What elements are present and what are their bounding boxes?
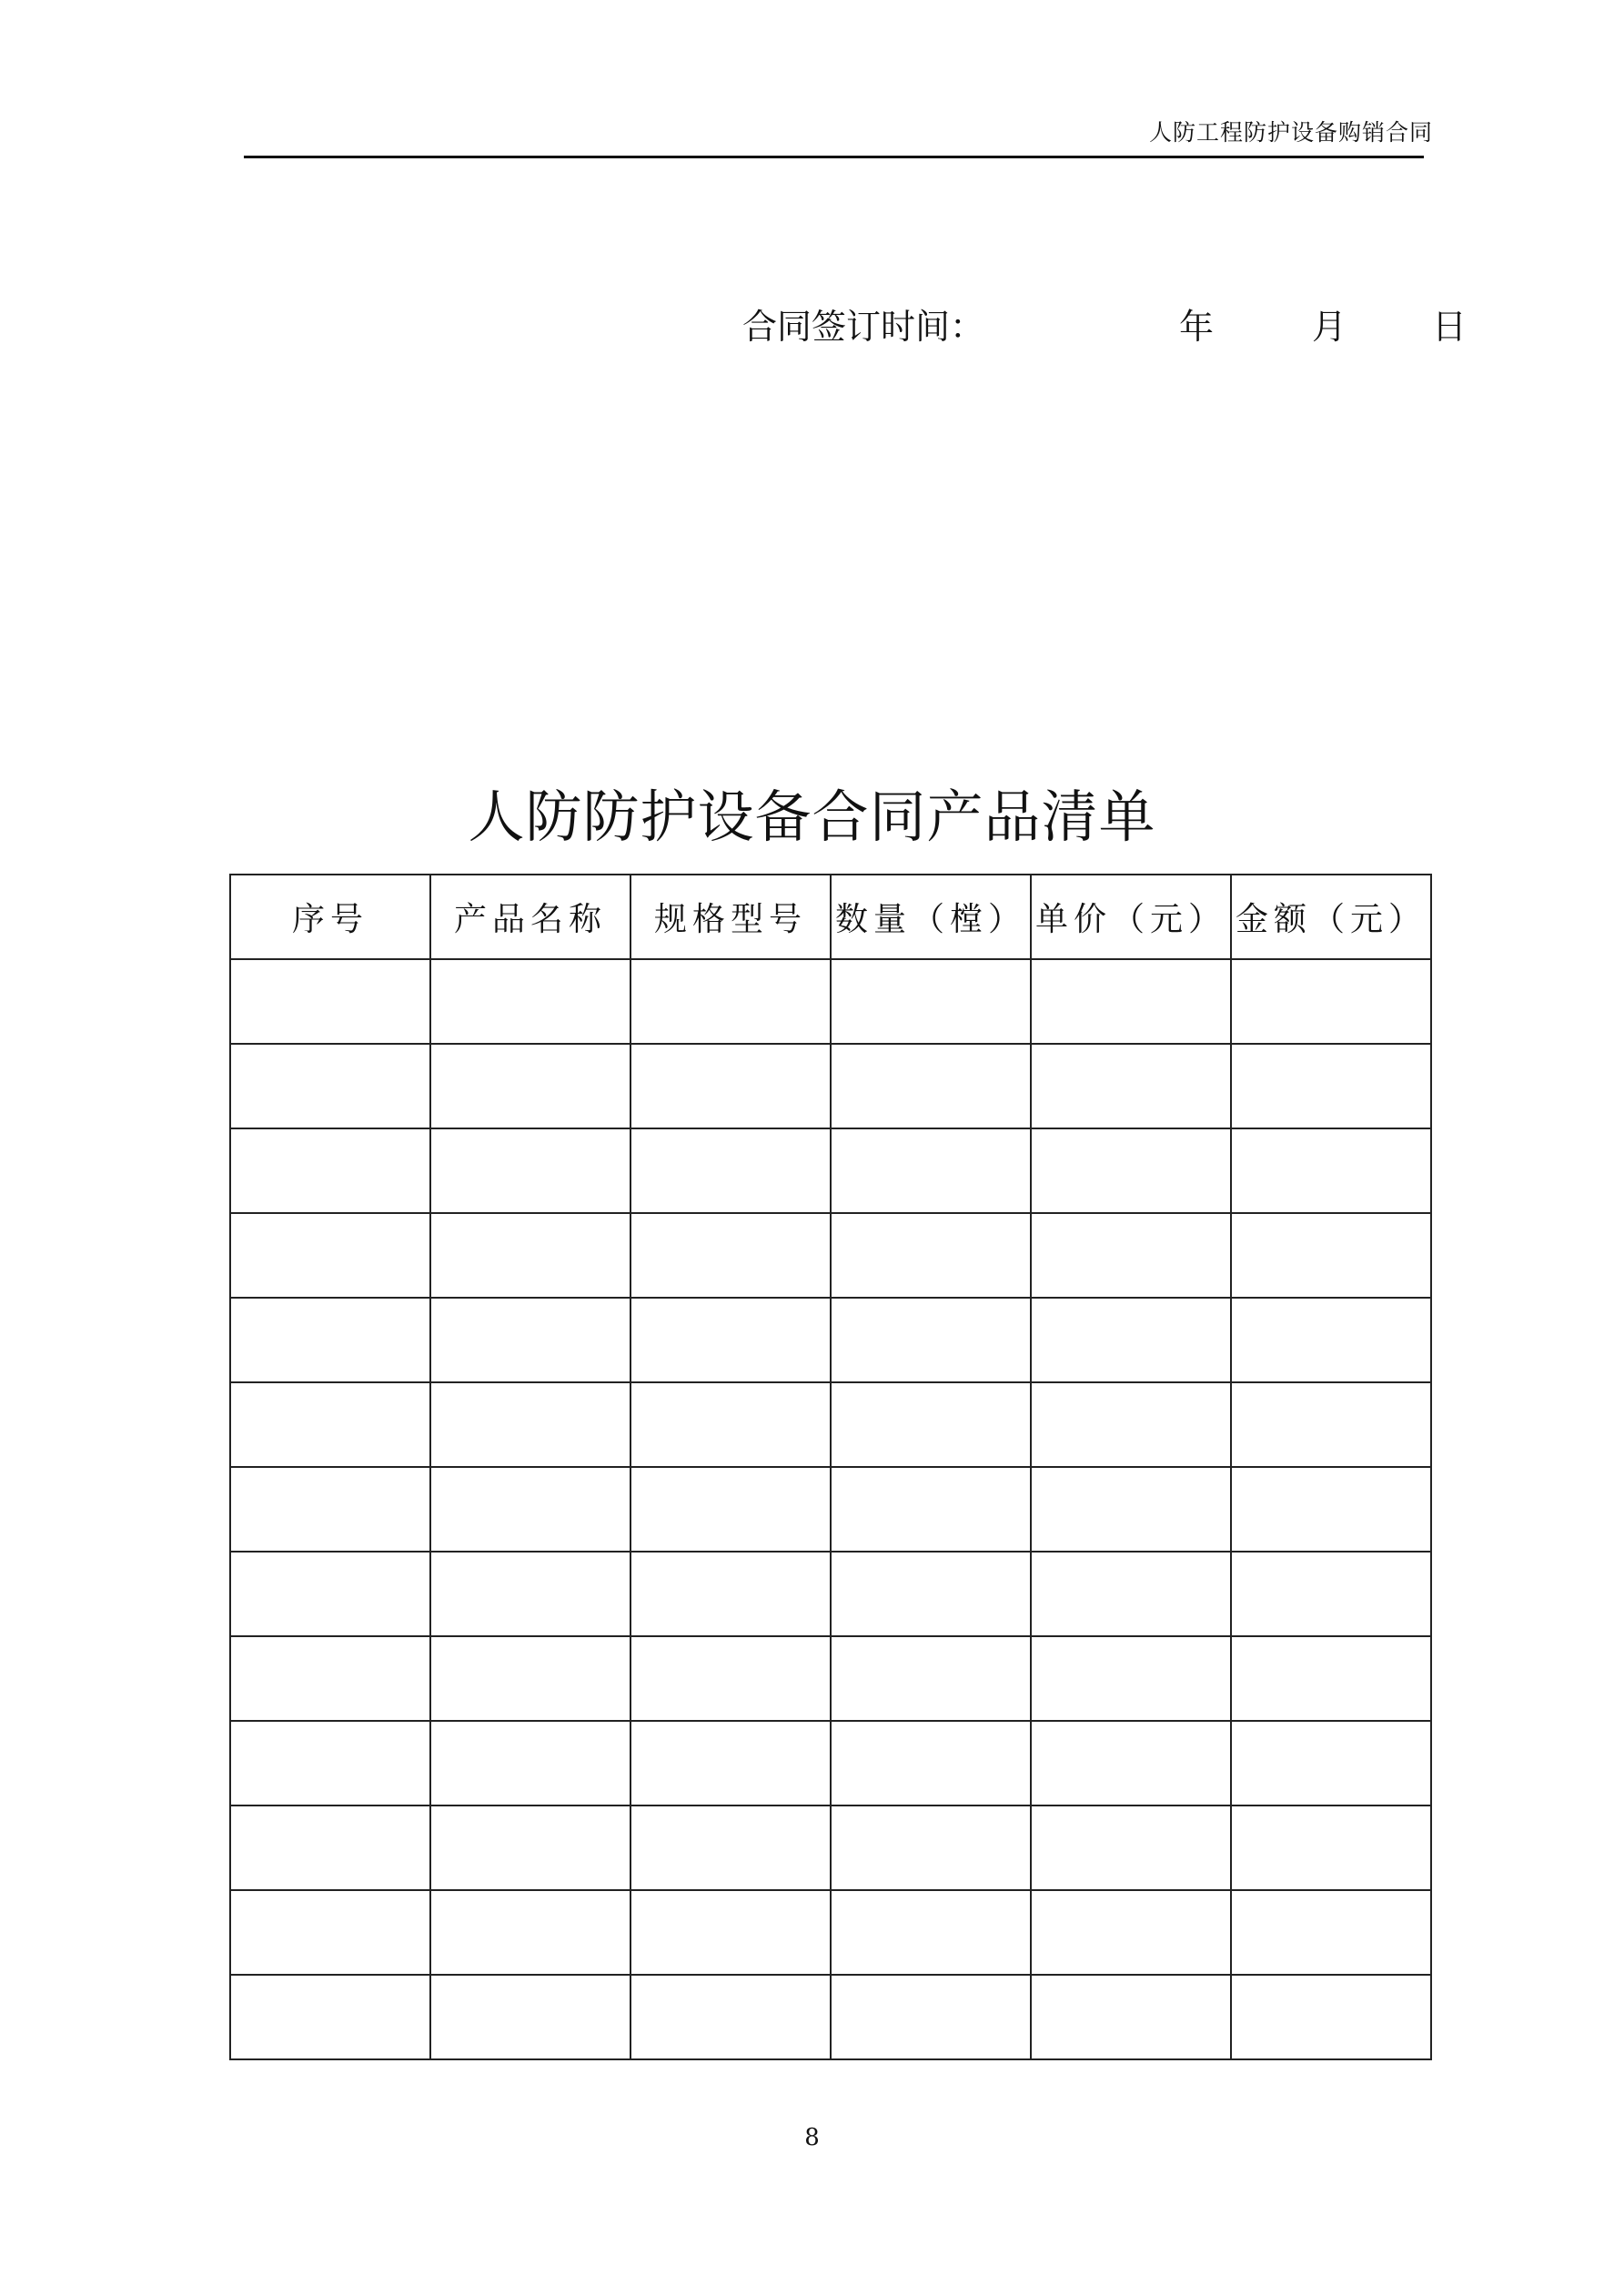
table-cell [831,1128,1031,1213]
table-row [230,959,1431,1044]
column-header-unit-price: 单价（元） [1031,875,1231,959]
table-cell [230,1552,430,1636]
table-cell [1031,1213,1231,1298]
table-cell [230,1975,430,2059]
table-cell [630,1128,831,1213]
table-cell [831,1721,1031,1805]
table-cell [430,1975,630,2059]
table-cell [1231,1467,1431,1552]
table-row [230,1636,1431,1721]
table-cell [630,1044,831,1128]
table-row [230,1044,1431,1128]
table-cell [230,1044,430,1128]
table-cell [1231,1721,1431,1805]
table-cell [1031,1975,1231,2059]
table-cell [430,1552,630,1636]
table-header-row [230,875,1431,959]
table-cell [430,959,630,1044]
table-cell [230,959,430,1044]
table-row [230,1975,1431,2059]
table-cell [1031,1552,1231,1636]
table-cell [1031,1298,1231,1382]
table-cell [831,1890,1031,1975]
table-cell [430,1382,630,1467]
table-cell [1231,1805,1431,1890]
table-cell [430,1721,630,1805]
table-row [230,1128,1431,1213]
table-row [230,1890,1431,1975]
signing-year-label: 年 [1179,307,1215,347]
table-cell [230,1890,430,1975]
table-cell [1031,1128,1231,1213]
table-cell [1231,1213,1431,1298]
table-cell [1031,1721,1231,1805]
table-cell [1031,1636,1231,1721]
table-cell [430,1298,630,1382]
column-header-product-name: 产品名称 [430,875,630,959]
table-cell [1231,1382,1431,1467]
table-cell [1231,1128,1431,1213]
table-cell [1231,959,1431,1044]
product-list-title: 人防防护设备合同产品清单 [468,784,1156,850]
table-row [230,1213,1431,1298]
table-cell [1031,1467,1231,1552]
product-list-body [230,959,1431,2059]
table-cell [230,1721,430,1805]
table-cell [831,1552,1031,1636]
table-cell [1031,1044,1231,1128]
table-row [230,1382,1431,1467]
table-cell [1231,1044,1431,1128]
table-row [230,1552,1431,1636]
table-cell [630,1636,831,1721]
table-cell [831,1975,1031,2059]
table-cell [630,1805,831,1890]
table-cell [630,1298,831,1382]
signing-month-label: 月 [1312,307,1347,347]
table-cell [430,1805,630,1890]
table-cell [1231,1890,1431,1975]
table-cell [630,1382,831,1467]
page-number: 8 [804,2124,820,2151]
table-cell [230,1382,430,1467]
table-cell [1031,1382,1231,1467]
signing-day-label: 日 [1432,307,1468,347]
table-row [230,1721,1431,1805]
table-cell [831,1805,1031,1890]
table-cell [1231,1636,1431,1721]
table-cell [630,959,831,1044]
table-cell [831,1213,1031,1298]
table-cell [230,1213,430,1298]
column-header-index: 序号 [230,875,430,959]
table-cell [430,1890,630,1975]
table-cell [1031,1890,1231,1975]
table-row [230,1298,1431,1382]
column-header-quantity: 数量（樘） [831,875,1031,959]
table-cell [230,1636,430,1721]
table-cell [831,1382,1031,1467]
column-header-amount: 金额（元） [1231,875,1431,959]
table-cell [630,1975,831,2059]
running-header-title: 人防工程防护设备购销合同 [1148,119,1433,146]
table-cell [1231,1298,1431,1382]
table-cell [630,1213,831,1298]
table-cell [230,1298,430,1382]
table-cell [430,1636,630,1721]
table-cell [630,1721,831,1805]
table-cell [630,1552,831,1636]
table-cell [630,1890,831,1975]
table-cell [430,1128,630,1213]
table-cell [831,1636,1031,1721]
table-cell [230,1467,430,1552]
table-cell [1231,1975,1431,2059]
signing-date-line [742,298,1470,347]
table-cell [831,1467,1031,1552]
signing-date-label: 合同签订时间： [742,307,985,347]
table-cell [1031,959,1231,1044]
table-cell [430,1044,630,1128]
table-cell [831,959,1031,1044]
table-cell [831,1044,1031,1128]
header-rule [244,156,1424,158]
table-row [230,1467,1431,1552]
table-cell [230,1128,430,1213]
table-cell [230,1805,430,1890]
table-cell [430,1467,630,1552]
column-header-model: 规格型号 [630,875,831,959]
product-list-table [229,874,1432,2060]
table-cell [430,1213,630,1298]
table-cell [1231,1552,1431,1636]
table-cell [831,1298,1031,1382]
table-row [230,1805,1431,1890]
table-cell [630,1467,831,1552]
table-cell [1031,1805,1231,1890]
